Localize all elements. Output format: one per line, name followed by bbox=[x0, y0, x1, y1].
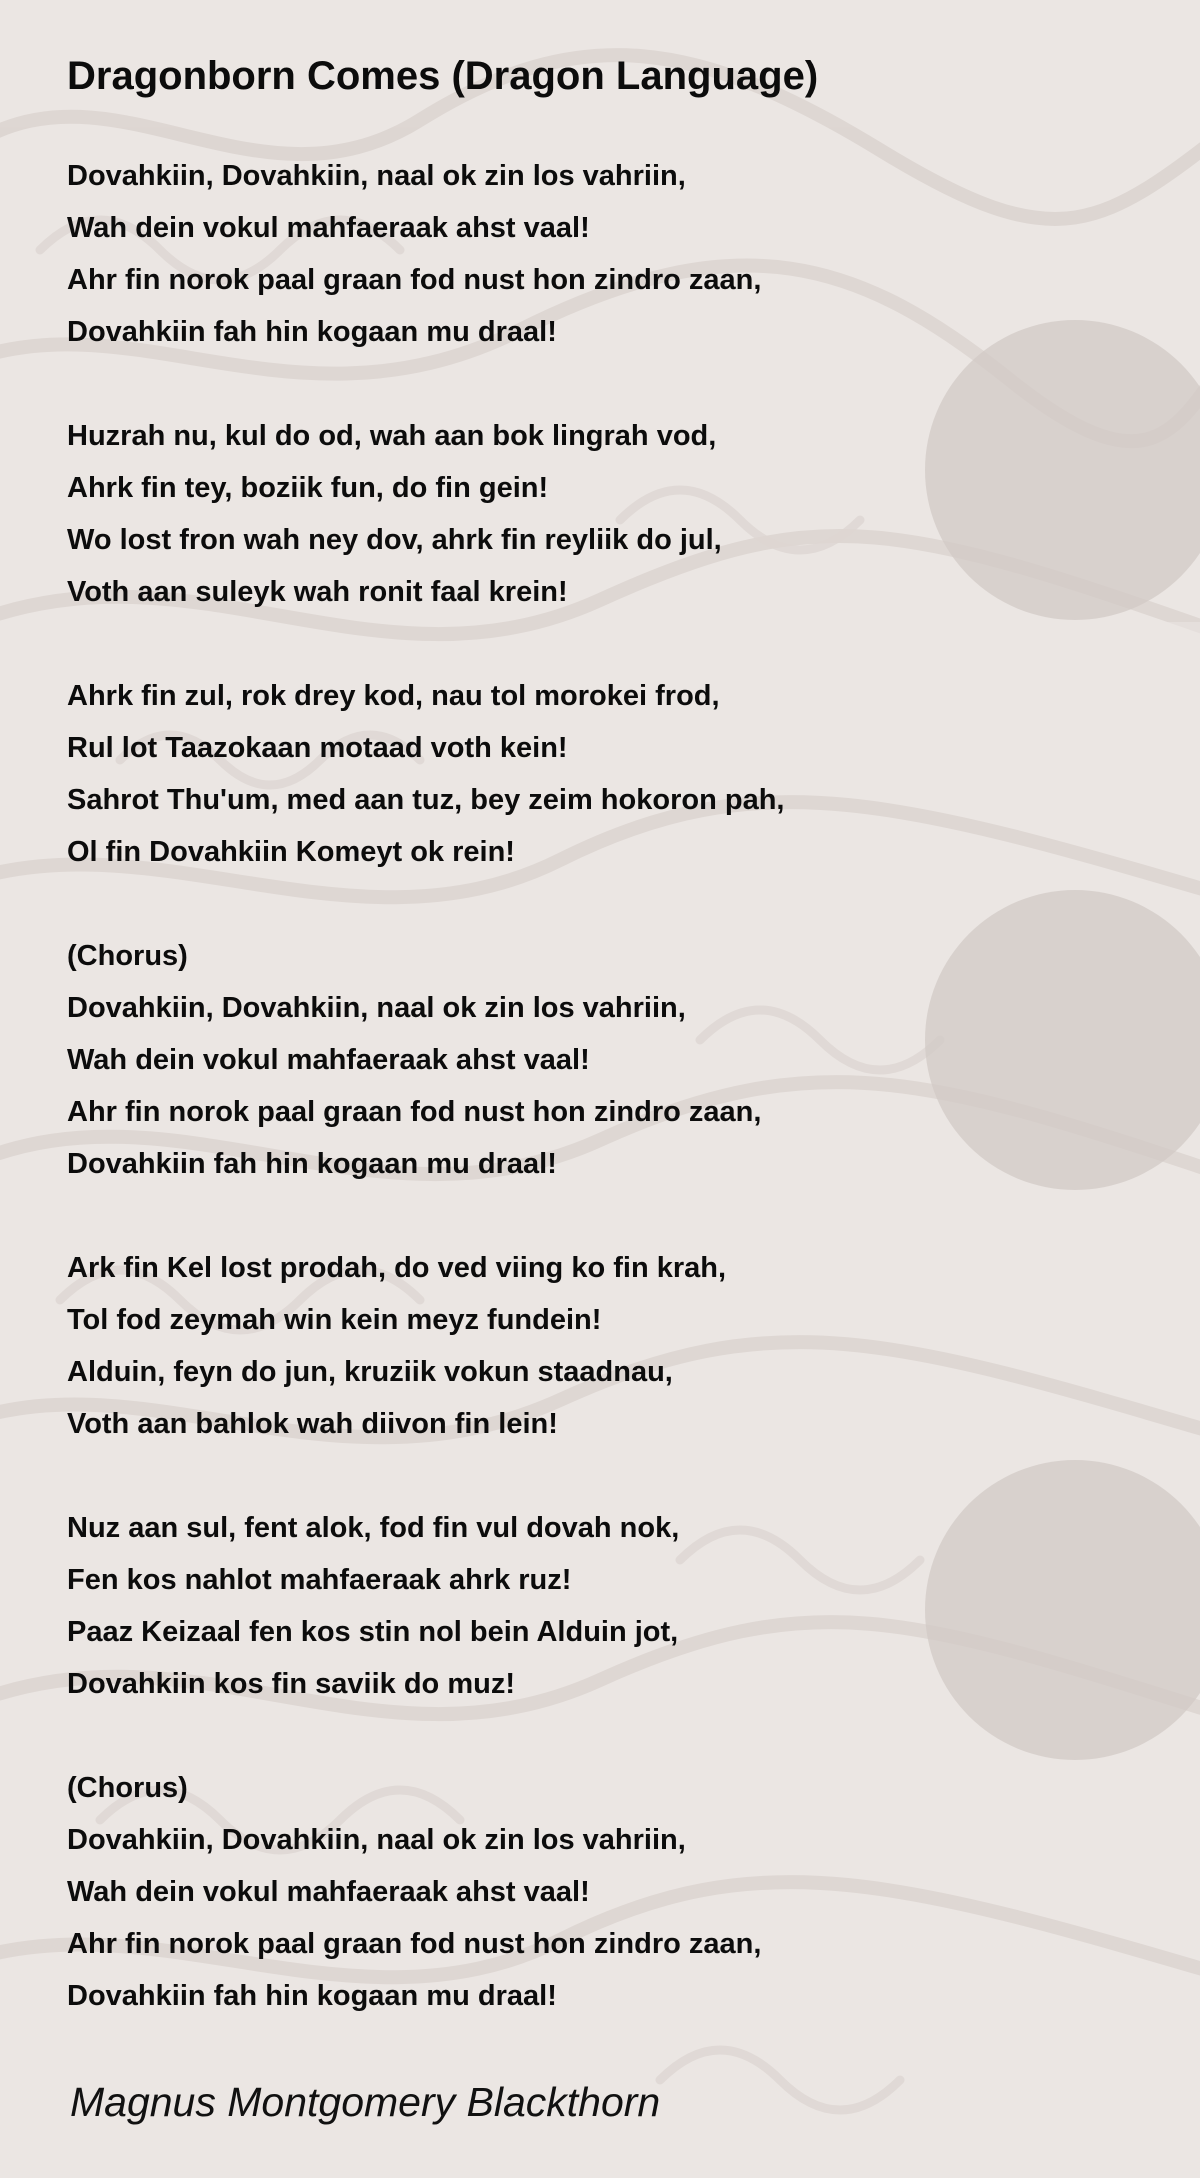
poem-line: Ahr fin norok paal graan fod nust hon zindro zaan, bbox=[67, 1928, 762, 1960]
poem-line: Dovahkiin fah hin kogaan mu draal! bbox=[67, 316, 557, 348]
poem-line: Voth aan suleyk wah ronit faal krein! bbox=[67, 576, 568, 608]
poem-line: Tol fod zeymah win kein meyz fundein! bbox=[67, 1304, 602, 1336]
poem-line: Nuz aan sul, fent alok, fod fin vul dovah nok, bbox=[67, 1512, 680, 1544]
poem-line: Wah dein vokul mahfaeraak ahst vaal! bbox=[67, 212, 590, 244]
stanza bbox=[67, 150, 1147, 358]
poem-line: Ahrk fin zul, rok drey kod, nau tol morokei frod, bbox=[67, 680, 720, 712]
poem-page bbox=[67, 52, 1147, 2022]
poem-line: Sahrot Thu'um, med aan tuz, bey zeim hokoron pah, bbox=[67, 784, 785, 816]
poem-body bbox=[67, 150, 1147, 2022]
poem-line: Alduin, feyn do jun, kruziik vokun staadnau, bbox=[67, 1356, 673, 1388]
stanza bbox=[67, 1502, 1147, 1710]
poem-line: Ark fin Kel lost prodah, do ved viing ko fin krah, bbox=[67, 1252, 727, 1284]
poem-line: (Chorus) bbox=[67, 1772, 188, 1804]
poem-line: Dovahkiin, Dovahkiin, naal ok zin los vahriin, bbox=[67, 160, 686, 192]
poem-line: (Chorus) bbox=[67, 940, 188, 972]
poem-line: Ahrk fin tey, boziik fun, do fin gein! bbox=[67, 472, 549, 504]
poem-line: Ol fin Dovahkiin Komeyt ok rein! bbox=[67, 836, 515, 868]
poem-line: Wah dein vokul mahfaeraak ahst vaal! bbox=[67, 1876, 590, 1908]
poem-author: Magnus Montgomery Blackthorn bbox=[70, 2079, 661, 2125]
stanza bbox=[67, 1242, 1147, 1450]
poem-line: Dovahkiin, Dovahkiin, naal ok zin los vahriin, bbox=[67, 1824, 686, 1856]
poem-line: Dovahkiin, Dovahkiin, naal ok zin los vahriin, bbox=[67, 992, 686, 1024]
stanza bbox=[67, 930, 1147, 1190]
poem-line: Dovahkiin kos fin saviik do muz! bbox=[67, 1668, 515, 1700]
poem-title: Dragonborn Comes (Dragon Language) bbox=[67, 54, 819, 98]
stanza bbox=[67, 410, 1147, 618]
poem-line: Dovahkiin fah hin kogaan mu draal! bbox=[67, 1148, 557, 1180]
poem-line: Paaz Keizaal fen kos stin nol bein Alduin jot, bbox=[67, 1616, 679, 1648]
poem-line: Voth aan bahlok wah diivon fin lein! bbox=[67, 1408, 558, 1440]
poem-line: Huzrah nu, kul do od, wah aan bok lingrah vod, bbox=[67, 420, 717, 452]
poem-line: Dovahkiin fah hin kogaan mu draal! bbox=[67, 1980, 557, 2012]
poem-line: Wah dein vokul mahfaeraak ahst vaal! bbox=[67, 1044, 590, 1076]
poem-line: Fen kos nahlot mahfaeraak ahrk ruz! bbox=[67, 1564, 572, 1596]
stanza bbox=[67, 670, 1147, 878]
poem-line: Wo lost fron wah ney dov, ahrk fin reyliik do jul, bbox=[67, 524, 722, 556]
poem-line: Ahr fin norok paal graan fod nust hon zindro zaan, bbox=[67, 1096, 762, 1128]
poem-line: Ahr fin norok paal graan fod nust hon zindro zaan, bbox=[67, 264, 762, 296]
poem-line: Rul lot Taazokaan motaad voth kein! bbox=[67, 732, 568, 764]
stanza bbox=[67, 1762, 1147, 2022]
